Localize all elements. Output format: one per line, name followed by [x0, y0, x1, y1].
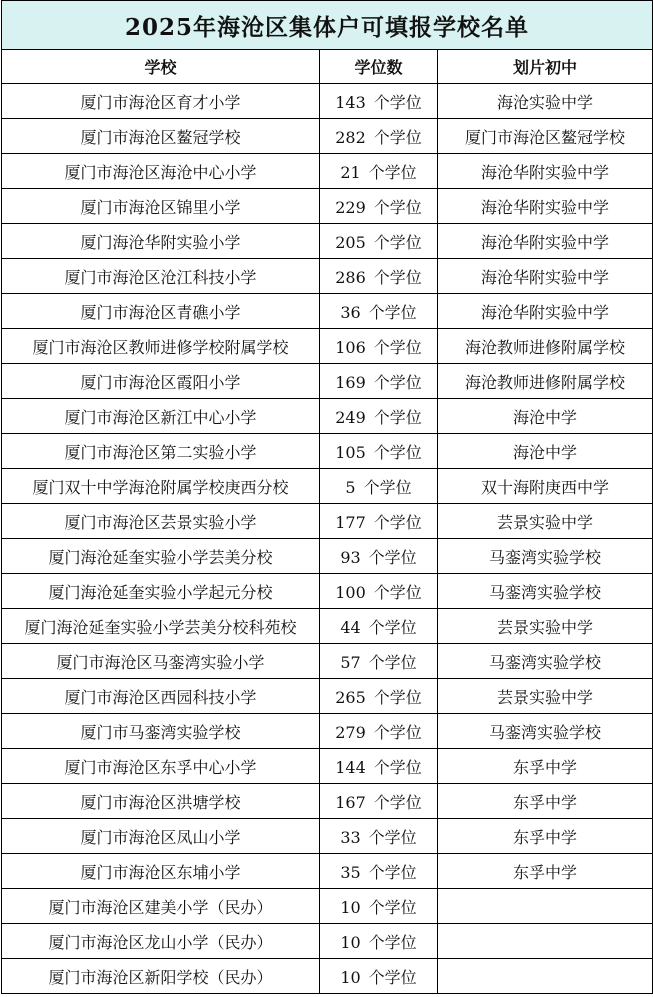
table-row [2, 434, 653, 469]
cell-seats [320, 644, 438, 679]
table-row [2, 714, 653, 749]
cell-school: 厦门市海沧区建美小学（民办） [2, 889, 320, 924]
seat-unit: 个学位 [368, 967, 417, 987]
seat-count: 105 [335, 442, 366, 462]
cell-middle-school: 双十海附庚西中学 [438, 469, 653, 504]
table-row [2, 924, 653, 959]
seat-unit: 个学位 [373, 92, 422, 112]
cell-seats [320, 574, 438, 609]
cell-school: 厦门市海沧区海沧中心小学 [2, 154, 320, 189]
cell-school: 厦门市海沧区锦里小学 [2, 189, 320, 224]
cell-seats [320, 504, 438, 539]
cell-middle-school: 海沧华附实验中学 [438, 259, 653, 294]
header-row [2, 50, 653, 84]
cell-school: 厦门市海沧区马銮湾实验小学 [2, 644, 320, 679]
seat-unit: 个学位 [373, 337, 422, 357]
cell-school: 厦门市海沧区洪塘学校 [2, 784, 320, 819]
seat-unit: 个学位 [368, 547, 417, 567]
cell-middle-school: 芸景实验中学 [438, 679, 653, 714]
seat-count: 106 [335, 337, 366, 357]
header-seats: 学位数 [320, 50, 438, 84]
cell-middle-school: 东孚中学 [438, 819, 653, 854]
seat-unit: 个学位 [373, 687, 422, 707]
cell-school: 厦门海沧延奎实验小学芸美分校 [2, 539, 320, 574]
cell-school: 厦门市海沧区育才小学 [2, 84, 320, 119]
seat-count: 57 [340, 652, 361, 672]
table-row [2, 854, 653, 889]
seat-count: 265 [335, 687, 366, 707]
seat-count: 100 [335, 582, 366, 602]
cell-school: 厦门市海沧区第二实验小学 [2, 434, 320, 469]
seat-count: 93 [340, 547, 361, 567]
cell-seats [320, 784, 438, 819]
seat-count: 36 [340, 302, 361, 322]
seat-unit: 个学位 [368, 302, 417, 322]
cell-middle-school: 厦门市海沧区鳌冠学校 [438, 119, 653, 154]
table-body [2, 84, 653, 994]
table-row [2, 294, 653, 329]
seat-unit: 个学位 [363, 477, 412, 497]
seat-count: 10 [340, 897, 361, 917]
seat-unit: 个学位 [368, 652, 417, 672]
cell-seats [320, 959, 438, 994]
seat-count: 249 [335, 407, 366, 427]
cell-middle-school [438, 959, 653, 994]
seat-unit: 个学位 [373, 722, 422, 742]
cell-seats [320, 189, 438, 224]
school-list-table [1, 0, 653, 994]
seat-count: 169 [335, 372, 366, 392]
cell-middle-school: 东孚中学 [438, 784, 653, 819]
seat-count: 44 [340, 617, 361, 637]
table-row [2, 679, 653, 714]
cell-school: 厦门市海沧区西园科技小学 [2, 679, 320, 714]
cell-middle-school: 芸景实验中学 [438, 504, 653, 539]
cell-seats [320, 119, 438, 154]
cell-seats [320, 364, 438, 399]
seat-unit: 个学位 [373, 442, 422, 462]
header-school: 学校 [2, 50, 320, 84]
cell-middle-school: 海沧实验中学 [438, 84, 653, 119]
seat-count: 33 [340, 827, 361, 847]
table-row [2, 574, 653, 609]
table-row [2, 959, 653, 994]
seat-unit: 个学位 [373, 127, 422, 147]
seat-count: 205 [335, 232, 366, 252]
cell-middle-school: 东孚中学 [438, 749, 653, 784]
cell-school: 厦门市海沧区新阳学校（民办） [2, 959, 320, 994]
table-row [2, 329, 653, 364]
table-row [2, 469, 653, 504]
table-row [2, 224, 653, 259]
cell-middle-school: 海沧华附实验中学 [438, 224, 653, 259]
cell-seats [320, 609, 438, 644]
seat-unit: 个学位 [373, 512, 422, 532]
table-row [2, 364, 653, 399]
cell-middle-school [438, 924, 653, 959]
seat-unit: 个学位 [373, 197, 422, 217]
cell-school: 厦门市海沧区凤山小学 [2, 819, 320, 854]
cell-school: 厦门海沧延奎实验小学芸美分校科苑校 [2, 609, 320, 644]
cell-middle-school: 海沧华附实验中学 [438, 294, 653, 329]
cell-middle-school: 海沧华附实验中学 [438, 154, 653, 189]
seat-unit: 个学位 [373, 267, 422, 287]
seat-count: 10 [340, 932, 361, 952]
table-row [2, 189, 653, 224]
seat-count: 286 [335, 267, 366, 287]
seat-count: 144 [335, 757, 366, 777]
cell-seats [320, 399, 438, 434]
table-row [2, 119, 653, 154]
seat-count: 143 [335, 92, 366, 112]
table-row [2, 889, 653, 924]
cell-school: 厦门市海沧区沧江科技小学 [2, 259, 320, 294]
table-row [2, 399, 653, 434]
seat-unit: 个学位 [373, 792, 422, 812]
table-row [2, 504, 653, 539]
cell-school: 厦门海沧华附实验小学 [2, 224, 320, 259]
cell-middle-school: 芸景实验中学 [438, 609, 653, 644]
seat-count: 177 [335, 512, 366, 532]
cell-middle-school: 海沧中学 [438, 434, 653, 469]
table-row [2, 84, 653, 119]
seat-count: 5 [345, 477, 356, 497]
cell-seats [320, 924, 438, 959]
header-middle-school: 划片初中 [438, 50, 653, 84]
cell-school: 厦门市海沧区龙山小学（民办） [2, 924, 320, 959]
table-row [2, 819, 653, 854]
cell-seats [320, 539, 438, 574]
table-row [2, 539, 653, 574]
cell-seats [320, 224, 438, 259]
cell-middle-school: 马銮湾实验学校 [438, 644, 653, 679]
cell-middle-school: 东孚中学 [438, 854, 653, 889]
cell-school: 厦门双十中学海沧附属学校庚西分校 [2, 469, 320, 504]
seat-unit: 个学位 [373, 757, 422, 777]
cell-school: 厦门海沧延奎实验小学起元分校 [2, 574, 320, 609]
seat-unit: 个学位 [368, 897, 417, 917]
table-row [2, 609, 653, 644]
seat-unit: 个学位 [368, 827, 417, 847]
seat-unit: 个学位 [368, 862, 417, 882]
cell-school: 厦门市海沧区新江中心小学 [2, 399, 320, 434]
seat-unit: 个学位 [373, 582, 422, 602]
seat-unit: 个学位 [373, 372, 422, 392]
cell-school: 厦门市海沧区鳌冠学校 [2, 119, 320, 154]
cell-school: 厦门市海沧区芸景实验小学 [2, 504, 320, 539]
seat-unit: 个学位 [368, 617, 417, 637]
cell-middle-school: 马銮湾实验学校 [438, 714, 653, 749]
cell-middle-school [438, 889, 653, 924]
table-row [2, 784, 653, 819]
cell-seats [320, 854, 438, 889]
seat-count: 35 [340, 862, 361, 882]
cell-seats [320, 714, 438, 749]
table-row [2, 154, 653, 189]
seat-count: 167 [335, 792, 366, 812]
cell-school: 厦门市马銮湾实验学校 [2, 714, 320, 749]
cell-seats [320, 259, 438, 294]
cell-school: 厦门市海沧区霞阳小学 [2, 364, 320, 399]
seat-count: 10 [340, 967, 361, 987]
cell-seats [320, 819, 438, 854]
table-row [2, 749, 653, 784]
cell-seats [320, 154, 438, 189]
cell-middle-school: 海沧教师进修附属学校 [438, 329, 653, 364]
seat-count: 279 [335, 722, 366, 742]
cell-seats [320, 679, 438, 714]
cell-seats [320, 469, 438, 504]
seat-unit: 个学位 [373, 232, 422, 252]
cell-middle-school: 海沧华附实验中学 [438, 189, 653, 224]
cell-seats [320, 84, 438, 119]
cell-seats [320, 329, 438, 364]
title-row [2, 1, 653, 50]
seat-unit: 个学位 [373, 407, 422, 427]
seat-unit: 个学位 [368, 932, 417, 952]
cell-school: 厦门市海沧区东孚中心小学 [2, 749, 320, 784]
cell-seats [320, 294, 438, 329]
cell-seats [320, 434, 438, 469]
cell-seats [320, 749, 438, 784]
cell-middle-school: 海沧中学 [438, 399, 653, 434]
seat-unit: 个学位 [368, 162, 417, 182]
cell-school: 厦门市海沧区教师进修学校附属学校 [2, 329, 320, 364]
cell-middle-school: 马銮湾实验学校 [438, 574, 653, 609]
cell-school: 厦门市海沧区青礁小学 [2, 294, 320, 329]
table-row [2, 259, 653, 294]
cell-middle-school: 马銮湾实验学校 [438, 539, 653, 574]
table-title: 2025年海沧区集体户可填报学校名单 [2, 1, 653, 50]
table-row [2, 644, 653, 679]
cell-middle-school: 海沧教师进修附属学校 [438, 364, 653, 399]
cell-school: 厦门市海沧区东埔小学 [2, 854, 320, 889]
seat-count: 21 [340, 162, 361, 182]
cell-seats [320, 889, 438, 924]
seat-count: 229 [335, 197, 366, 217]
seat-count: 282 [335, 127, 366, 147]
